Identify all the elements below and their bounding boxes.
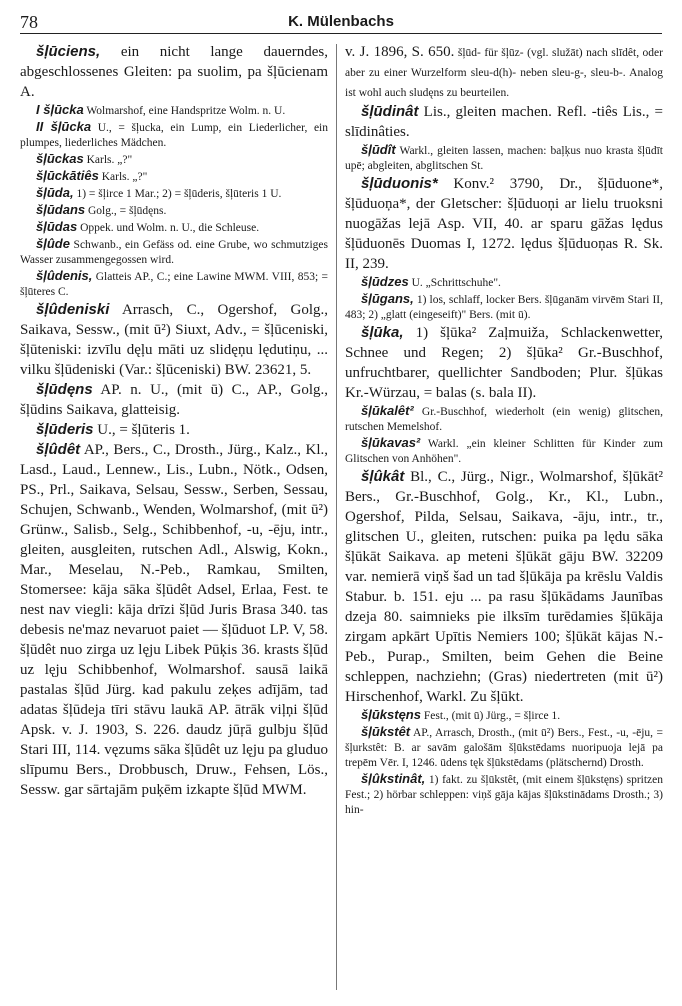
entry-headword: šļūkstêt	[361, 724, 411, 739]
entry-headword: šļūckātiês	[36, 168, 99, 183]
dictionary-entry	[20, 300, 328, 380]
dictionary-entry	[345, 102, 663, 142]
entry-text: Golg., = šļūdęns.	[85, 205, 167, 217]
entry-headword: šļûde	[36, 236, 70, 251]
dictionary-entry	[345, 274, 663, 291]
entry-headword: II šļūcka	[36, 119, 92, 134]
entry-text: Wolmarshof, eine Handspritze Wolm. n. U.	[83, 105, 286, 117]
dictionary-entry	[20, 185, 328, 202]
entry-text: AP. n. U., (mit ū) C., AP., Golg., šļūdins Saikava, glatteisig.	[20, 382, 328, 418]
dictionary-entry	[20, 168, 328, 185]
entry-headword: šļūdzes	[361, 274, 409, 289]
entry-text: Glatteis AP., C.; eine Lawine MWM. VIII, 853; = šļūteres C.	[20, 271, 328, 298]
entry-text: Warkl., gleiten lassen, machen: baļķus nuo krasta šļūdīt upē; abgleiten, abglitschen St.	[345, 145, 663, 172]
entry-headword: šļūgans,	[361, 291, 414, 306]
entry-text: AP., Bers., C., Drosth., Jürg., Kalz., Kl., Lasd., Laud., Lennew., Lis., Lubn., Nötk., Odsen, PS., Prl., Saikava, Selsau, Sessw., Serben, Sessau, Schujen, Schwanb., Wenden, Wolmarshof, (mit ū²) Grünw., Salisb., Selg., Schibbenhof, -u, -ēju, intr., gleiten, ausgleiten, rutschen Adl., Alswig, Kokn., Mar., Meselau, N.-Peb., Ramkau, Smilten, Stomersee: kāja sāka šļūdêt Adsel, Erlaa, Fest. te nest nav viegli: kāja drīzi šļūd Juris Brasa 340. tas debesis ne'maz nevaruot paiet — šļūduot LP. V, 58. šļūdêt nuo zirga uz lęju Libek Pūķis 36. krasts šļūd uz lęju Schibbenhof, Wolmarshof. sausā laikā pastalas šļūd Jürg. kad pakulu zeķes adījām, tad adatas šļūdeja tīri stāvu laukā AP. ātrāk viļņi šļūd Apsk. v. J. 1903, S. 226. daudz jūŗā gulbju šļūd Stari III, 114. vęzums sāka šļūdêt uz lęju pa gluduo slīpumu Bers., Drobbusch, Druw., Fehsen, Lös., Sessw. gar sārtajām puķēm izkapte šļūd MWM.	[20, 442, 328, 798]
dictionary-entry	[345, 403, 663, 435]
dictionary-entry	[345, 707, 663, 724]
right-column	[345, 42, 663, 992]
entry-text: Konv.² 3790, Dr., šļūduone*, šļūduoņa*, der Gletscher: šļūduoņi ar lielu truoksni nuogāžas lejā Asp. VII, 40. ar sparu gāžas lędus šļūduonēs Duomas I, 1272. lędus šļūduoņas R. Sk. II, 239.	[345, 176, 663, 272]
dictionary-entry	[20, 420, 328, 440]
entry-headword: šļūkstęns	[361, 707, 421, 722]
entry-text: 1) los, schlaff, locker Bers. šļūganām virvēm Stari II, 483; 2) „glatt (eingeseift)" Bers. (mit ū).	[345, 294, 663, 321]
entry-headword: šļûkstinât,	[361, 771, 426, 786]
dictionary-entry	[20, 236, 328, 268]
entry-headword: šļūciens,	[36, 43, 101, 60]
dictionary-entry	[20, 151, 328, 168]
entry-text: Gr.-Buschhof, wiederholt (ein wenig) glitschen, rutschen Memelshof.	[345, 406, 663, 433]
entry-text: Lis., gleiten machen. Refl. -tiês Lis., = slīdinâties.	[345, 104, 663, 140]
entry-text: Warkl. „ein kleiner Schlitten für Kinder zum Glitschen von Anhöhen".	[345, 438, 663, 465]
dictionary-entry	[20, 440, 328, 800]
entry-headword: šļūduonis*	[361, 175, 438, 192]
entry-headword: šļūderis	[36, 421, 94, 438]
page-header	[20, 8, 662, 34]
entry-headword: šļūkalêt²	[361, 403, 414, 418]
entry-headword: šļūdas	[36, 219, 78, 234]
dictionary-entry	[345, 467, 663, 707]
dictionary-entry	[20, 119, 328, 151]
entry-text: U. „Schrittschuhe".	[408, 277, 501, 289]
dictionary-entry	[345, 323, 663, 403]
entry-text: 1) šļūka² Zaļmuiža, Schlackenwetter, Schnee und Regen; 2) šļūka² Gr.-Buschhof, unfruchtbarer, quellichter Sandboden; Plur. šļūkas Kr.-Würzau, = balas (s. bala II).	[345, 325, 663, 401]
running-head: K. Mülenbachs	[288, 13, 394, 30]
dictionary-entry	[345, 42, 663, 102]
dictionary-entry	[20, 42, 328, 102]
entry-headword: šļûdenis,	[36, 268, 93, 283]
entry-note: šļūd- für šļūz- (vgl. služāt) nach slīdêt, oder aber zu einer Wurzelform sleu-d(h)- neben sleu-g-, sleu-b-. Analog ist wohl auch sludęns zu beurteilen.	[345, 47, 663, 99]
entry-headword: šļūkavas²	[361, 435, 421, 450]
entry-headword: šļūdęns	[36, 381, 93, 398]
dictionary-entry	[20, 219, 328, 236]
entry-headword: šļūdît	[361, 142, 396, 157]
page-number: 78	[20, 12, 38, 32]
left-column	[20, 42, 328, 992]
dictionary-entry	[345, 435, 663, 467]
entry-headword: I šļūcka	[36, 102, 84, 117]
entry-text: Bl., C., Jürg., Nigr., Wolmarshof, šļūkāt² Bers., Gr.-Buschhof, Golg., Kr., Kl., Lubn., Ogershof, Pilda, Selsau, Saikava, -āju, intr., tr., glitschen U., gleiten, rutschen: puika pa lędu sāka šļūkāt Saikava. ap meteni šļūkāt gāju BW. 32209 var. nemierā viņš šad un tad šļūkāja pa krēslu Valdis Stabur. b. 151. eju ... pa rasu šļūkādams Jaunības dzeja 80. saimnieks pie ilksīm turēdamies šļūkāja zirgam apkārt Upītis Nemiers 100; šļūkāt kājas N.-Peb., Purap., Smilten, beim Gehen die Beine schleppen, nachziehn; (Gras) niedertreten (mit ū²) Hirschenhof, Warkl. Zu šļūkt.	[345, 469, 663, 705]
entry-text: Fest., (mit ū) Jürg., = šļirce 1.	[420, 710, 561, 722]
header-rule	[20, 33, 662, 34]
entry-text: Karls. „?"	[83, 154, 133, 166]
dictionary-entry	[345, 174, 663, 274]
dictionary-entry	[345, 291, 663, 323]
entry-headword: šļûdêt	[36, 441, 81, 458]
dictionary-entry	[345, 771, 663, 818]
entry-text: U., = šļucka, ein Lump, ein Liederlicher, ein plumpes, liederliches Mädchen.	[20, 122, 328, 149]
dictionary-entry	[20, 102, 328, 119]
entry-text: Schwanb., ein Gefäss od. eine Grube, wo schmutziges Wasser zusammengegossen wird.	[20, 239, 328, 266]
entry-text: AP., Arrasch, Drosth., (mit ū²) Bers., Fest., -u, -ēju, = šļurkstêt: B. ar savām galošām šļūkstēdams nuoripuoja lejā pa trepēm Vēr. I, 1246. ūdens tęk šļūkstēdams (plätschernd) Drosth.	[345, 727, 663, 769]
entry-text: 1) fakt. zu šļūkstêt, (mit einem šļūkstęns) spritzen Fest.; 2) hörbar schleppen: viņš gāja kājas šļūkstinādams Drosth.; 3) hin-	[345, 774, 663, 816]
dictionary-entry	[20, 268, 328, 300]
entry-text: Karls. „?"	[98, 171, 148, 183]
entry-headword: šļūda,	[36, 185, 74, 200]
entry-text: U., = šļūteris 1.	[93, 422, 190, 438]
entry-text: Oppek. und Wolm. n. U., die Schleuse.	[77, 222, 260, 234]
dictionary-entry	[20, 202, 328, 219]
entry-headword: šļûkât	[361, 468, 405, 485]
entry-text: ein nicht lange dauerndes, abgeschlossenes Gleiten: pa suolim, pa šļūcienam A.	[20, 44, 328, 100]
entry-text: Arrasch, C., Ogershof, Golg., Saikava, Sessw., (mit ū²) Siuxt, Adv., = šļūceniski, šļūteniski: izvīlu dęļu māti uz slidęņu lędutiņu, ... vilku šļūdeniski (Var.: šļūceniski) BW. 23621, 5.	[20, 302, 328, 378]
entry-headword: šļūdinât	[361, 103, 419, 120]
entry-headword: šļūdans	[36, 202, 86, 217]
entry-headword: šļūckas	[36, 151, 84, 166]
entry-headword: šļūka,	[361, 324, 404, 341]
entry-text: 1) = šļirce 1 Mar.; 2) = šļūderis, šļūteris 1 U.	[73, 188, 282, 200]
entry-text: v. J. 1896, S. 650.	[345, 44, 455, 60]
entry-headword: šļûdeniski	[36, 301, 110, 318]
column-divider	[336, 44, 337, 990]
dictionary-entry	[20, 380, 328, 420]
dictionary-entry	[345, 724, 663, 771]
dictionary-entry	[345, 142, 663, 174]
